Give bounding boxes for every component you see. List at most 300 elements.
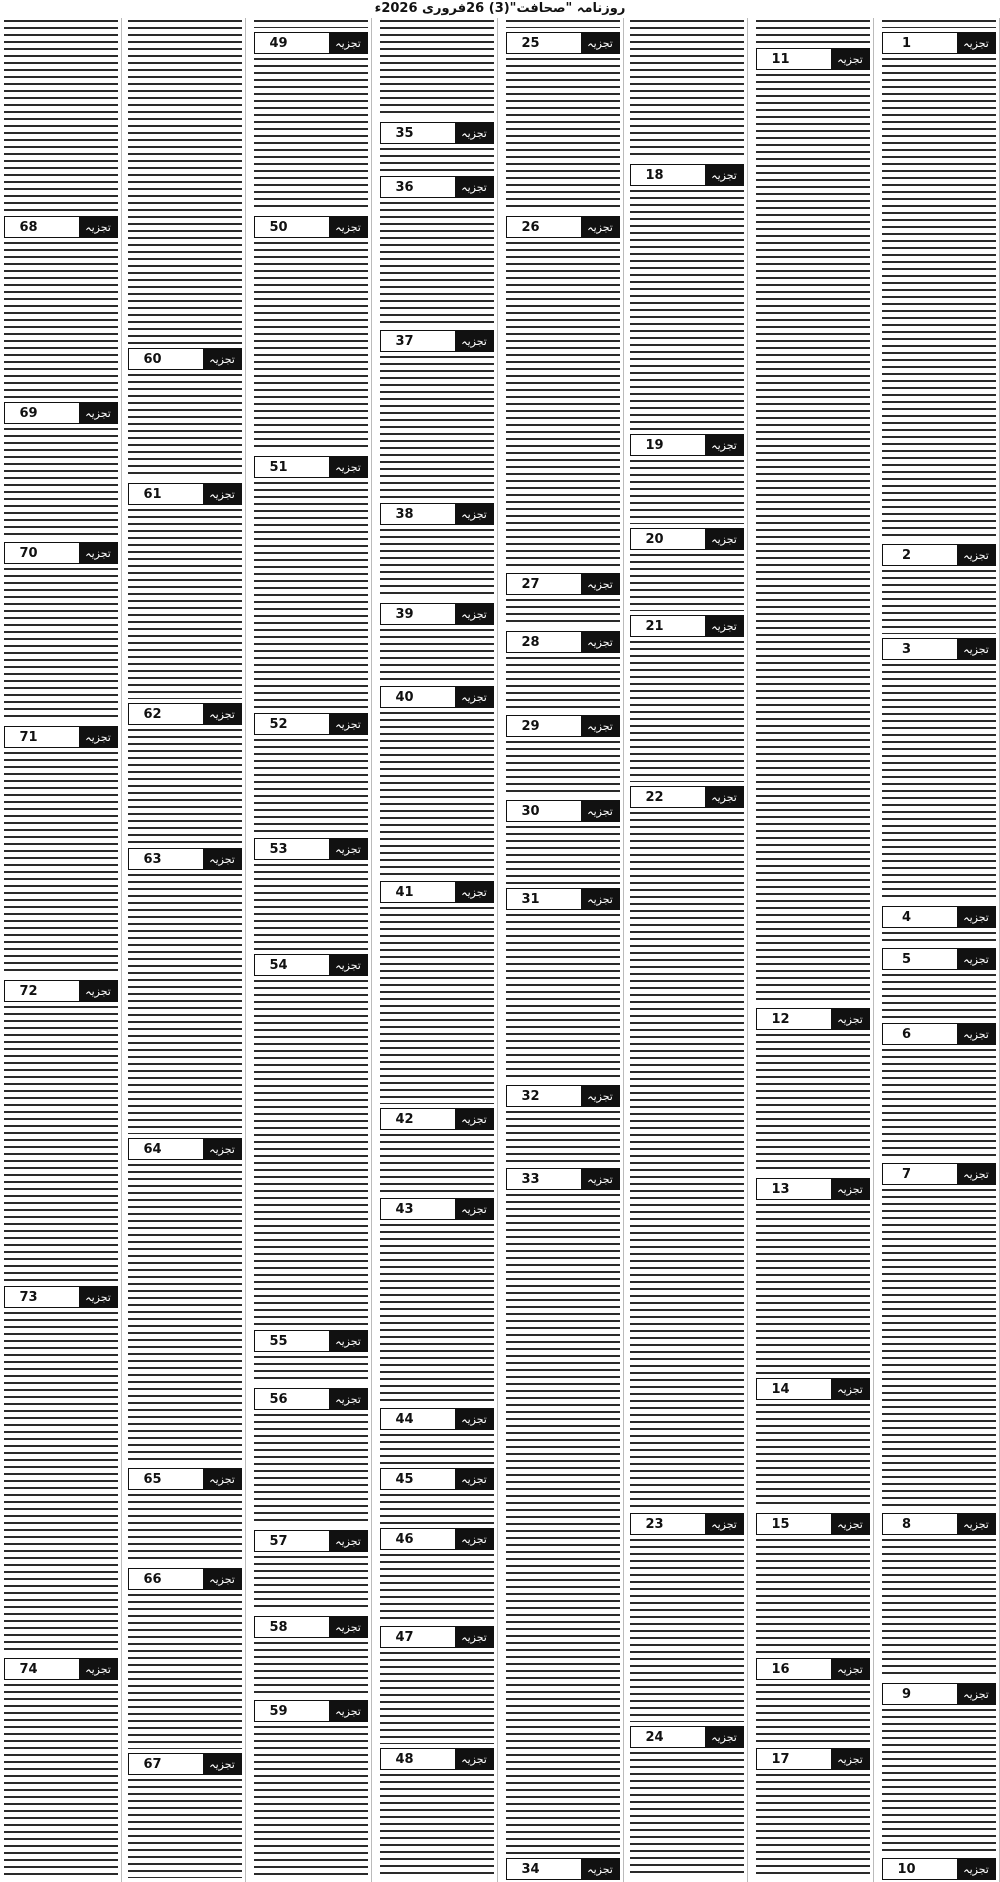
article-text bbox=[630, 190, 744, 430]
tajziya-badge: تجزیہ bbox=[705, 435, 743, 455]
article-text bbox=[630, 1539, 744, 1722]
article-text bbox=[756, 1774, 870, 1878]
tajziya-badge: تجزیہ bbox=[831, 1009, 869, 1029]
item-number-box bbox=[380, 1408, 494, 1430]
tajziya-badge: تجزیہ bbox=[581, 632, 619, 652]
item-number: 11 bbox=[771, 51, 790, 67]
article-text bbox=[756, 1034, 870, 1174]
item-number-box bbox=[882, 544, 996, 566]
item-number: 2 bbox=[901, 547, 912, 563]
item-number-box bbox=[882, 906, 996, 928]
article-text bbox=[380, 1652, 494, 1744]
tajziya-badge: تجزیہ bbox=[329, 714, 367, 734]
article-text bbox=[254, 1726, 368, 1878]
item-number: 50 bbox=[269, 219, 288, 235]
article-text bbox=[254, 739, 368, 834]
item-number: 72 bbox=[19, 983, 38, 999]
item-number-box bbox=[882, 1513, 996, 1535]
article-text bbox=[254, 864, 368, 950]
item-number: 54 bbox=[269, 957, 288, 973]
item-number-box bbox=[380, 1748, 494, 1770]
tajziya-badge: تجزیہ bbox=[831, 1379, 869, 1399]
item-number: 16 bbox=[771, 1661, 790, 1677]
article-text bbox=[4, 242, 118, 398]
article-text bbox=[128, 374, 242, 479]
tajziya-badge: تجزیہ bbox=[329, 1389, 367, 1409]
tajziya-badge: تجزیہ bbox=[831, 1749, 869, 1769]
tajziya-badge: تجزیہ bbox=[79, 981, 117, 1001]
article-text bbox=[506, 599, 620, 627]
tajziya-badge: تجزیہ bbox=[455, 1529, 493, 1549]
item-number-box bbox=[630, 786, 744, 808]
tajziya-badge: تجزیہ bbox=[831, 1659, 869, 1679]
tajziya-badge: تجزیہ bbox=[329, 1617, 367, 1637]
item-number: 64 bbox=[143, 1141, 162, 1157]
article-text bbox=[4, 428, 118, 538]
item-number-box bbox=[380, 176, 494, 198]
item-number-box bbox=[380, 1528, 494, 1550]
tajziya-badge: تجزیہ bbox=[79, 403, 117, 423]
article-text bbox=[254, 242, 368, 452]
tajziya-badge: تجزیہ bbox=[957, 949, 995, 969]
article-text bbox=[128, 1779, 242, 1878]
item-number: 71 bbox=[19, 729, 38, 745]
item-number-box bbox=[756, 1748, 870, 1770]
tajziya-badge: تجزیہ bbox=[329, 457, 367, 477]
article-text bbox=[882, 1189, 996, 1509]
item-number-box bbox=[506, 1085, 620, 1107]
article-text bbox=[4, 752, 118, 976]
item-number-box bbox=[882, 32, 996, 54]
item-number-box bbox=[380, 1198, 494, 1220]
item-number-box bbox=[882, 948, 996, 970]
item-number-box bbox=[506, 216, 620, 238]
item-number-box bbox=[128, 483, 242, 505]
item-number-box bbox=[4, 402, 118, 424]
article-text bbox=[380, 20, 494, 118]
item-number-box bbox=[4, 1286, 118, 1308]
tajziya-badge: تجزیہ bbox=[329, 33, 367, 53]
tajziya-badge: تجزیہ bbox=[831, 1179, 869, 1199]
tajziya-badge: تجزیہ bbox=[581, 1169, 619, 1189]
item-number: 48 bbox=[395, 1751, 414, 1767]
item-number: 49 bbox=[269, 35, 288, 51]
tajziya-badge: تجزیہ bbox=[455, 1109, 493, 1129]
tajziya-badge: تجزیہ bbox=[455, 1627, 493, 1647]
tajziya-badge: تجزیہ bbox=[455, 123, 493, 143]
article-text bbox=[756, 1539, 870, 1654]
item-number-box bbox=[128, 1138, 242, 1160]
article-text bbox=[506, 20, 620, 28]
article-text bbox=[128, 20, 242, 344]
item-number: 70 bbox=[19, 545, 38, 561]
item-number-box bbox=[380, 603, 494, 625]
article-text bbox=[4, 20, 118, 212]
article-text bbox=[630, 460, 744, 524]
article-text bbox=[380, 356, 494, 499]
item-number-box bbox=[506, 1168, 620, 1190]
item-number-box bbox=[128, 348, 242, 370]
item-number-box bbox=[128, 1468, 242, 1490]
tajziya-badge: تجزیہ bbox=[455, 687, 493, 707]
item-number: 18 bbox=[645, 167, 664, 183]
item-number: 41 bbox=[395, 884, 414, 900]
article-text bbox=[4, 568, 118, 722]
item-number-box bbox=[254, 954, 368, 976]
item-number: 38 bbox=[395, 506, 414, 522]
article-text bbox=[380, 1434, 494, 1464]
tajziya-badge: تجزیہ bbox=[581, 716, 619, 736]
article-text bbox=[882, 1539, 996, 1679]
item-number-box bbox=[128, 848, 242, 870]
item-number: 32 bbox=[521, 1088, 540, 1104]
tajziya-badge: تجزیہ bbox=[203, 1569, 241, 1589]
tajziya-badge: تجزیہ bbox=[957, 639, 995, 659]
news-column bbox=[752, 18, 874, 1882]
article-text bbox=[128, 874, 242, 1134]
item-number-box bbox=[506, 1858, 620, 1880]
item-number: 43 bbox=[395, 1201, 414, 1217]
tajziya-badge: تجزیہ bbox=[203, 484, 241, 504]
item-number: 45 bbox=[395, 1471, 414, 1487]
item-number: 62 bbox=[143, 706, 162, 722]
tajziya-badge: تجزیہ bbox=[455, 1749, 493, 1769]
item-number: 35 bbox=[395, 125, 414, 141]
tajziya-badge: تجزیہ bbox=[957, 1684, 995, 1704]
news-column bbox=[124, 18, 246, 1882]
tajziya-badge: تجزیہ bbox=[203, 349, 241, 369]
item-number: 28 bbox=[521, 634, 540, 650]
item-number-box bbox=[506, 32, 620, 54]
item-number: 57 bbox=[269, 1533, 288, 1549]
tajziya-badge: تجزیہ bbox=[79, 727, 117, 747]
news-column bbox=[250, 18, 372, 1882]
article-text bbox=[630, 641, 744, 782]
tajziya-badge: تجزیہ bbox=[455, 331, 493, 351]
tajziya-badge: تجزیہ bbox=[831, 49, 869, 69]
item-number: 44 bbox=[395, 1411, 414, 1427]
item-number-box bbox=[506, 631, 620, 653]
item-number-box bbox=[380, 503, 494, 525]
tajziya-badge: تجزیہ bbox=[957, 33, 995, 53]
item-number-box bbox=[254, 32, 368, 54]
article-text bbox=[630, 554, 744, 611]
tajziya-badge: تجزیہ bbox=[203, 1139, 241, 1159]
tajziya-badge: تجزیہ bbox=[329, 839, 367, 859]
item-number-box bbox=[506, 888, 620, 910]
item-number-box bbox=[380, 881, 494, 903]
item-number: 34 bbox=[521, 1861, 540, 1877]
article-text bbox=[630, 812, 744, 1509]
item-number: 17 bbox=[771, 1751, 790, 1767]
item-number-box bbox=[4, 980, 118, 1002]
item-number: 21 bbox=[645, 618, 664, 634]
item-number-box bbox=[4, 726, 118, 748]
tajziya-badge: تجزیہ bbox=[957, 1859, 995, 1879]
tajziya-badge: تجزیہ bbox=[957, 1514, 995, 1534]
item-number: 23 bbox=[645, 1516, 664, 1532]
item-number-box bbox=[756, 1513, 870, 1535]
item-number: 1 bbox=[901, 35, 912, 51]
item-number-box bbox=[630, 615, 744, 637]
item-number: 14 bbox=[771, 1381, 790, 1397]
item-number: 56 bbox=[269, 1391, 288, 1407]
article-text bbox=[380, 712, 494, 877]
tajziya-badge: تجزیہ bbox=[705, 165, 743, 185]
news-column bbox=[878, 18, 1000, 1882]
tajziya-badge: تجزیہ bbox=[79, 217, 117, 237]
article-text bbox=[756, 1684, 870, 1744]
item-number-box bbox=[4, 216, 118, 238]
article-text bbox=[882, 58, 996, 540]
item-number-box bbox=[254, 713, 368, 735]
tajziya-badge: تجزیہ bbox=[957, 907, 995, 927]
item-number: 67 bbox=[143, 1756, 162, 1772]
news-column bbox=[376, 18, 498, 1882]
item-number: 47 bbox=[395, 1629, 414, 1645]
tajziya-badge: تجزیہ bbox=[329, 1331, 367, 1351]
item-number: 4 bbox=[901, 909, 912, 925]
item-number: 59 bbox=[269, 1703, 288, 1719]
tajziya-badge: تجزیہ bbox=[329, 1701, 367, 1721]
article-text bbox=[380, 1224, 494, 1404]
item-number: 33 bbox=[521, 1171, 540, 1187]
item-number: 30 bbox=[521, 803, 540, 819]
article-text bbox=[380, 148, 494, 172]
item-number: 3 bbox=[901, 641, 912, 657]
article-text bbox=[4, 1684, 118, 1878]
item-number: 7 bbox=[901, 1166, 912, 1182]
item-number: 46 bbox=[395, 1531, 414, 1547]
tajziya-badge: تجزیہ bbox=[203, 704, 241, 724]
item-number-box bbox=[380, 686, 494, 708]
item-number: 9 bbox=[901, 1686, 912, 1702]
article-text bbox=[380, 907, 494, 1104]
article-text bbox=[882, 974, 996, 1019]
item-number-box bbox=[756, 1008, 870, 1030]
article-text bbox=[128, 729, 242, 844]
tajziya-badge: تجزیہ bbox=[581, 574, 619, 594]
tajziya-badge: تجزیہ bbox=[329, 955, 367, 975]
item-number: 42 bbox=[395, 1111, 414, 1127]
tajziya-badge: تجزیہ bbox=[581, 801, 619, 821]
item-number-box bbox=[128, 703, 242, 725]
tajziya-badge: تجزیہ bbox=[705, 1514, 743, 1534]
item-number-box bbox=[756, 1178, 870, 1200]
news-column bbox=[0, 18, 122, 1882]
article-text bbox=[254, 1556, 368, 1612]
item-number: 52 bbox=[269, 716, 288, 732]
item-number: 8 bbox=[901, 1516, 912, 1532]
item-number-box bbox=[254, 1700, 368, 1722]
item-number: 25 bbox=[521, 35, 540, 51]
item-number: 20 bbox=[645, 531, 664, 547]
item-number-box bbox=[630, 164, 744, 186]
article-text bbox=[4, 1006, 118, 1282]
item-number: 74 bbox=[19, 1661, 38, 1677]
item-number-box bbox=[254, 1530, 368, 1552]
item-number: 61 bbox=[143, 486, 162, 502]
item-number: 19 bbox=[645, 437, 664, 453]
article-text bbox=[756, 1204, 870, 1374]
item-number-box bbox=[380, 1468, 494, 1490]
item-number-box bbox=[254, 456, 368, 478]
item-number: 63 bbox=[143, 851, 162, 867]
tajziya-badge: تجزیہ bbox=[455, 177, 493, 197]
item-number-box bbox=[254, 216, 368, 238]
article-text bbox=[254, 482, 368, 709]
item-number: 29 bbox=[521, 718, 540, 734]
item-number-box bbox=[380, 1108, 494, 1130]
item-number-box bbox=[756, 1378, 870, 1400]
article-text bbox=[380, 202, 494, 326]
news-column bbox=[502, 18, 624, 1882]
tajziya-badge: تجزیہ bbox=[79, 1287, 117, 1307]
article-text bbox=[380, 629, 494, 682]
item-number-box bbox=[506, 800, 620, 822]
item-number: 60 bbox=[143, 351, 162, 367]
item-number: 6 bbox=[901, 1026, 912, 1042]
tajziya-badge: تجزیہ bbox=[329, 1531, 367, 1551]
tajziya-badge: تجزیہ bbox=[455, 882, 493, 902]
item-number-box bbox=[380, 330, 494, 352]
article-text bbox=[254, 1642, 368, 1696]
item-number: 66 bbox=[143, 1571, 162, 1587]
article-text bbox=[756, 20, 870, 44]
item-number: 58 bbox=[269, 1619, 288, 1635]
article-text bbox=[506, 657, 620, 711]
item-number: 65 bbox=[143, 1471, 162, 1487]
item-number: 12 bbox=[771, 1011, 790, 1027]
tajziya-badge: تجزیہ bbox=[581, 1859, 619, 1879]
item-number: 73 bbox=[19, 1289, 38, 1305]
article-text bbox=[254, 58, 368, 212]
item-number-box bbox=[4, 542, 118, 564]
tajziya-badge: تجزیہ bbox=[831, 1514, 869, 1534]
masthead: روزنامہ "صحافت"(3) 26فروری 2026ء bbox=[374, 1, 626, 16]
item-number: 53 bbox=[269, 841, 288, 857]
article-text bbox=[380, 529, 494, 599]
item-number-box bbox=[380, 122, 494, 144]
tajziya-badge: تجزیہ bbox=[705, 787, 743, 807]
item-number-box bbox=[630, 434, 744, 456]
item-number-box bbox=[756, 1658, 870, 1680]
item-number: 26 bbox=[521, 219, 540, 235]
article-text bbox=[756, 74, 870, 1004]
item-number-box bbox=[882, 1683, 996, 1705]
article-text bbox=[506, 741, 620, 796]
article-text bbox=[882, 664, 996, 902]
article-text bbox=[882, 1049, 996, 1159]
article-text bbox=[254, 20, 368, 28]
item-number-box bbox=[128, 1753, 242, 1775]
article-text bbox=[506, 914, 620, 1081]
tajziya-badge: تجزیہ bbox=[581, 1086, 619, 1106]
article-text bbox=[506, 1111, 620, 1164]
item-number: 27 bbox=[521, 576, 540, 592]
article-text bbox=[254, 1356, 368, 1384]
article-text bbox=[254, 1414, 368, 1526]
article-text bbox=[506, 1194, 620, 1854]
article-text bbox=[254, 980, 368, 1326]
tajziya-badge: تجزیہ bbox=[957, 1164, 995, 1184]
tajziya-badge: تجزیہ bbox=[957, 1024, 995, 1044]
article-text bbox=[882, 932, 996, 944]
item-number: 13 bbox=[771, 1181, 790, 1197]
news-column bbox=[626, 18, 748, 1882]
tajziya-badge: تجزیہ bbox=[455, 1409, 493, 1429]
item-number-box bbox=[506, 715, 620, 737]
article-text bbox=[4, 1312, 118, 1654]
article-text bbox=[882, 570, 996, 634]
item-number: 55 bbox=[269, 1333, 288, 1349]
tajziya-badge: تجزیہ bbox=[581, 889, 619, 909]
tajziya-badge: تجزیہ bbox=[705, 616, 743, 636]
article-text bbox=[756, 1404, 870, 1509]
tajziya-badge: تجزیہ bbox=[455, 1469, 493, 1489]
tajziya-badge: تجزیہ bbox=[79, 543, 117, 563]
tajziya-badge: تجزیہ bbox=[957, 545, 995, 565]
article-text bbox=[380, 1494, 494, 1524]
article-text bbox=[380, 1134, 494, 1194]
tajziya-badge: تجزیہ bbox=[705, 529, 743, 549]
tajziya-badge: تجزیہ bbox=[203, 849, 241, 869]
item-number: 69 bbox=[19, 405, 38, 421]
item-number: 15 bbox=[771, 1516, 790, 1532]
item-number-box bbox=[254, 1616, 368, 1638]
item-number-box bbox=[380, 1626, 494, 1648]
article-text bbox=[506, 242, 620, 569]
item-number-box bbox=[756, 48, 870, 70]
article-text bbox=[128, 1494, 242, 1564]
article-text bbox=[380, 1774, 494, 1878]
item-number: 39 bbox=[395, 606, 414, 622]
tajziya-badge: تجزیہ bbox=[203, 1754, 241, 1774]
item-number-box bbox=[882, 1023, 996, 1045]
tajziya-badge: تجزیہ bbox=[455, 604, 493, 624]
tajziya-badge: تجزیہ bbox=[581, 33, 619, 53]
article-text bbox=[630, 1752, 744, 1878]
item-number: 51 bbox=[269, 459, 288, 475]
article-text bbox=[882, 1709, 996, 1854]
item-number-box bbox=[882, 1163, 996, 1185]
newspaper-page bbox=[0, 18, 1000, 1882]
tajziya-badge: تجزیہ bbox=[203, 1469, 241, 1489]
article-text bbox=[506, 58, 620, 212]
item-number-box bbox=[630, 1726, 744, 1748]
article-text bbox=[630, 20, 744, 160]
item-number: 24 bbox=[645, 1729, 664, 1745]
item-number-box bbox=[630, 528, 744, 550]
item-number: 36 bbox=[395, 179, 414, 195]
item-number-box bbox=[254, 1330, 368, 1352]
tajziya-badge: تجزیہ bbox=[79, 1659, 117, 1679]
tajziya-badge: تجزیہ bbox=[455, 504, 493, 524]
item-number-box bbox=[254, 838, 368, 860]
article-text bbox=[128, 1164, 242, 1464]
article-text bbox=[380, 1554, 494, 1622]
item-number: 40 bbox=[395, 689, 414, 705]
item-number: 10 bbox=[897, 1861, 916, 1877]
item-number-box bbox=[254, 1388, 368, 1410]
item-number: 22 bbox=[645, 789, 664, 805]
article-text bbox=[128, 1594, 242, 1749]
item-number-box bbox=[506, 573, 620, 595]
item-number: 37 bbox=[395, 333, 414, 349]
article-text bbox=[882, 20, 996, 28]
item-number-box bbox=[630, 1513, 744, 1535]
item-number-box bbox=[882, 638, 996, 660]
